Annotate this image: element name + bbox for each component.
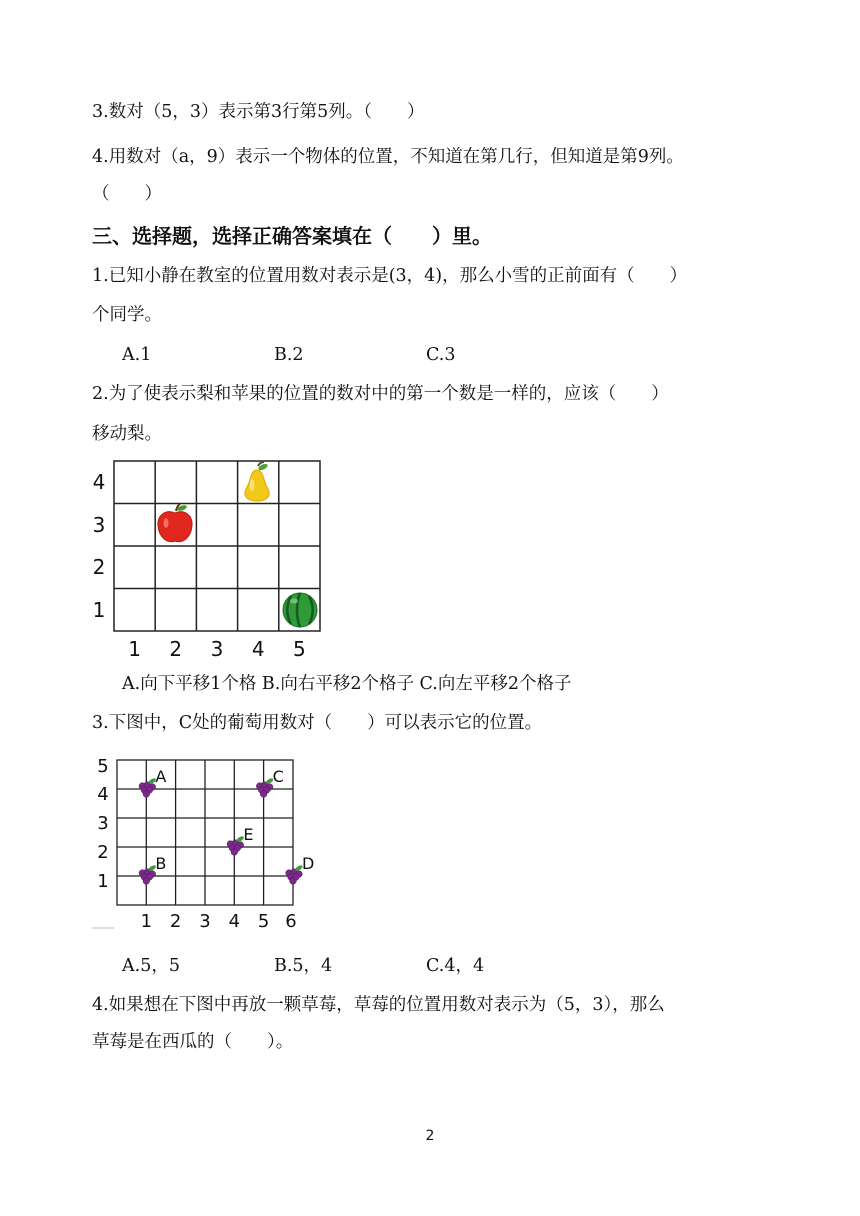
fruit-grid-y-label: 4	[92, 470, 106, 494]
fruit-grid-x-label: 3	[210, 637, 224, 661]
grape-point-label: D	[301, 854, 315, 873]
fruit-grid	[86, 455, 332, 665]
q2-line2: 移动梨。	[92, 424, 162, 444]
grape-grid-x-label: 1	[140, 911, 153, 932]
fruit-grid-x-label: 1	[128, 637, 141, 661]
grape-point-label: C	[272, 767, 284, 786]
grape-grid-x-label: 4	[228, 911, 241, 932]
fruit-grid-x-label: 4	[251, 637, 265, 661]
grape-grid-y-label: 4	[97, 784, 109, 805]
q3-option-b: B.5，4	[274, 956, 333, 976]
q1-line2: 个同学。	[92, 305, 162, 325]
section3-title: 三、选择题，选择正确答案填在（ ）里。	[92, 224, 492, 248]
watermelon-icon	[283, 593, 317, 627]
grape-grid	[92, 752, 322, 936]
grape-icon	[139, 864, 157, 884]
fruit-grid-y-label: 3	[92, 513, 106, 537]
q2-line1: 2.为了使表示梨和苹果的位置的数对中的第一个数是一样的，应该（ ）	[92, 384, 669, 404]
grape-icon	[286, 864, 304, 884]
q3-line1: 3.下图中，C处的葡萄用数对（ ）可以表示它的位置。	[92, 713, 543, 733]
fruit-grid-x-label: 2	[169, 637, 183, 661]
grape-icon	[227, 835, 245, 855]
q1-line1: 1.已知小静在教室的位置用数对表示是(3，4)，那么小雪的正前面有（ ）	[92, 266, 688, 286]
apple-icon	[158, 504, 192, 542]
judge-q4-line2: （ ）	[92, 184, 162, 204]
q1-option-a: A.1	[122, 345, 152, 365]
grape-icon	[256, 777, 274, 797]
grape-grid-y-label: 5	[97, 756, 109, 777]
judge-q3: 3.数对（5，3）表示第3行第5列。（ ）	[92, 102, 425, 122]
grape-icon	[139, 777, 157, 797]
pear-icon	[245, 462, 269, 501]
q3-option-a: A.5，5	[122, 956, 180, 976]
q4-line1: 4.如果想在下图中再放一颗草莓，草莓的位置用数对表示为（5，3），那么	[92, 995, 665, 1015]
q1-option-b: B.2	[274, 345, 304, 365]
fruit-grid-x-label: 5	[293, 637, 306, 661]
q4-line2: 草莓是在西瓜的（ ）。	[92, 1032, 294, 1052]
grape-grid-y-label: 1	[97, 871, 109, 892]
page-number: 2	[425, 1128, 435, 1144]
q2-options: A.向下平移1个格 B.向右平移2个格子 C.向左平移2个格子	[122, 674, 572, 694]
grape-grid-x-label: 5	[257, 911, 270, 932]
grape-grid-y-label: 3	[97, 813, 109, 834]
grape-grid-x-label: 6	[285, 911, 297, 932]
grape-point-label: B	[155, 854, 167, 873]
grape-grid-x-label: 3	[199, 911, 211, 932]
grape-point-label: E	[243, 825, 254, 844]
fruit-grid-y-label: 1	[92, 598, 106, 622]
fruit-grid-y-label: 2	[92, 555, 106, 579]
grape-point-label: A	[155, 767, 167, 786]
q1-option-c: C.3	[426, 345, 456, 365]
q3-option-c: C.4，4	[426, 956, 485, 976]
grape-grid-x-label: 2	[169, 911, 182, 932]
grape-grid-y-label: 2	[97, 842, 109, 863]
judge-q4-line1: 4.用数对（a，9）表示一个物体的位置，不知道在第几行，但知道是第9列。	[92, 147, 684, 167]
